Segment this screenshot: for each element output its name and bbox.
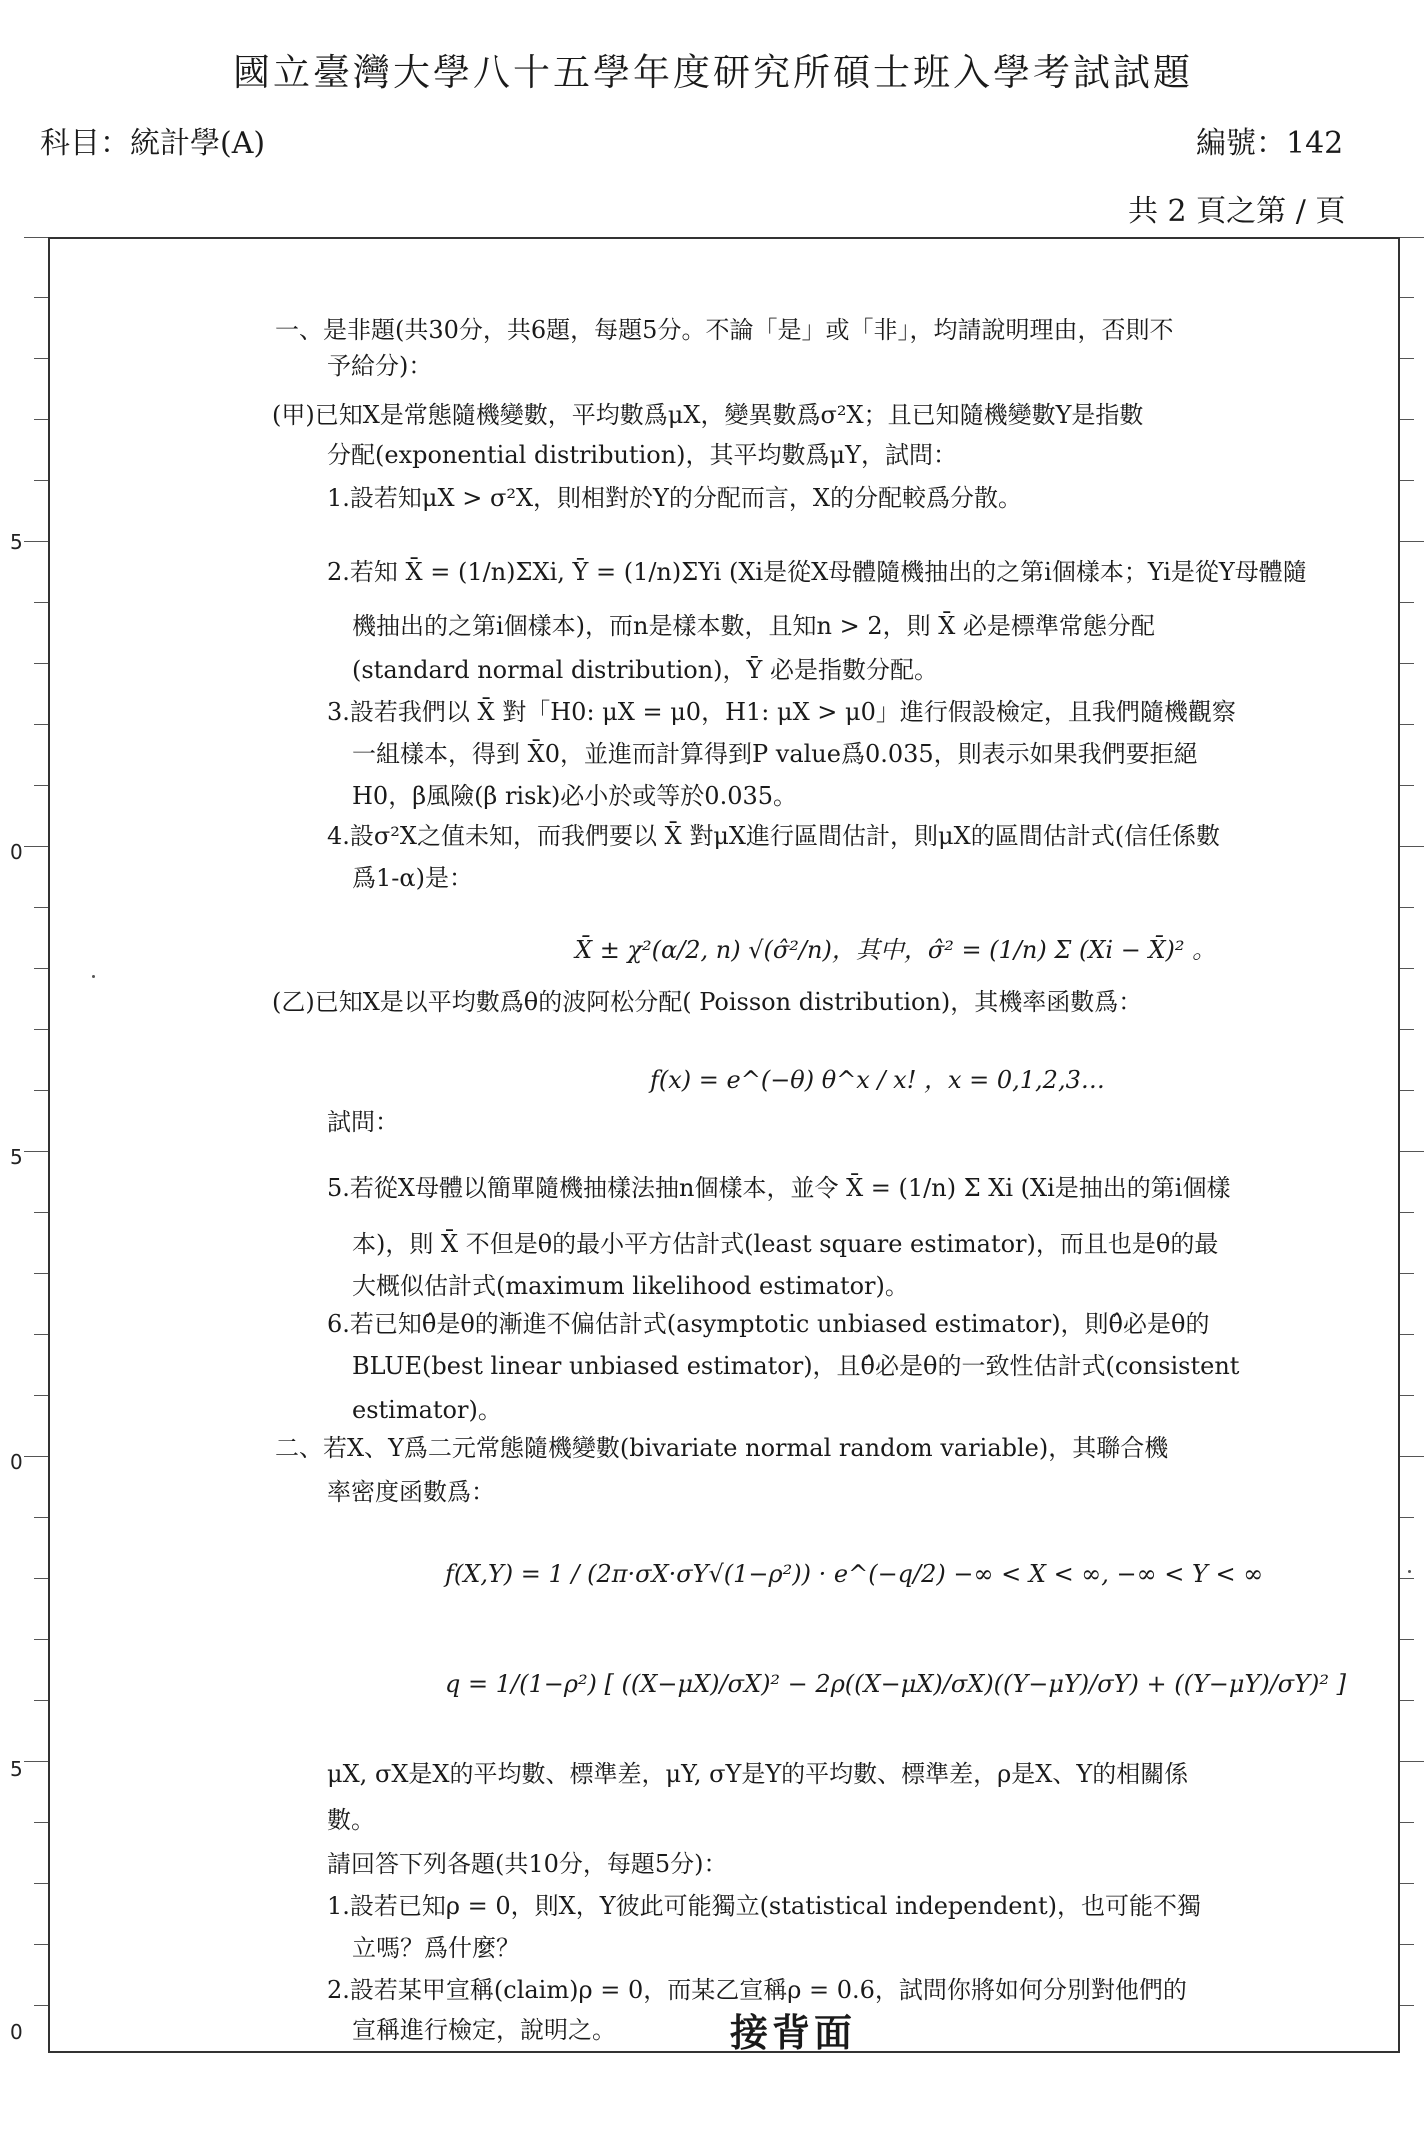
question-5-cont: 大概似估計式(maximum likelihood estimator)。: [352, 1272, 909, 1300]
question-3: 3.設若我們以 X̄ 對「H0: μX = μ0，H1: μX > μ0」進行假設檢定，且我們隨機觀察: [327, 698, 1236, 726]
question-2-cont: 機抽出的之第i個樣本)，而n是樣本數，且知n > 2，則 X̄ 必是標準常態分配: [352, 612, 1155, 640]
exam-title: 國立臺灣大學八十五學年度研究所碩士班入學考試試題: [233, 51, 1193, 94]
q-formula: q = 1/(1−ρ²) [ ((X−μX)/σX)² − 2ρ((X−μX)/σX)((Y−μY)/σY) + ((Y−μY)/σY)² ]: [445, 1670, 1346, 1698]
part-a-intro: (甲)已知X是常態隨機變數，平均數爲μX，變異數爲σ²X；且已知隨機變數Y是指數: [272, 401, 1144, 429]
ruler-number: 0: [10, 840, 23, 864]
ask-label: 試問：: [327, 1108, 399, 1136]
section1-heading-cont: 予給分)：: [327, 352, 433, 380]
section2-description: μX, σX是X的平均數、標準差，μY, σY是Y的平均數、標準差，ρ是X、Y的相關係: [327, 1760, 1189, 1788]
section1-heading: 一、是非題(共30分，共6題，每題5分。不論「是」或「非」，均請說明理由，否則不: [275, 316, 1174, 344]
question-6-cont: BLUE(best linear unbiased estimator)，且θ̂必是θ的一致性估計式(consistent: [352, 1352, 1240, 1380]
scan-speck: [92, 975, 95, 978]
section2-instruction: 請回答下列各題(共10分，每題5分)：: [327, 1850, 728, 1878]
ruler-number: 0: [10, 2020, 23, 2044]
section2-question-2: 2.設若某甲宣稱(claim)ρ = 0，而某乙宣稱ρ = 0.6，試問你將如何分別對他們的: [327, 1976, 1187, 2004]
question-6: 6.若已知θ̂是θ的漸進不偏估計式(asymptotic unbiased estimator)，則θ̂必是θ的: [327, 1310, 1210, 1338]
question-2: 2.若知 X̄ = (1/n)ΣXi, Ȳ = (1/n)ΣYi (Xi是從X母體隨機抽出的之第i個樣本；Yi是從Y母體隨: [327, 558, 1307, 586]
exam-code: 編號：142: [1196, 126, 1344, 161]
scan-speck: [1408, 1570, 1411, 1573]
right-ruler: [1400, 237, 1424, 2049]
question-3-cont: 一組樣本，得到 X̄0，並進而計算得到P value爲0.035，則表示如果我們要拒絕: [352, 740, 1198, 768]
section2-description-cont: 數。: [327, 1806, 375, 1834]
section2-heading-cont: 率密度函數爲：: [327, 1478, 495, 1506]
ruler-number: 5: [10, 1757, 23, 1781]
section2-question-1: 1.設若已知ρ = 0，則X，Y彼此可能獨立(statistical independent)，也可能不獨: [327, 1892, 1201, 1920]
ruler-number: 5: [10, 1145, 23, 1169]
question-3-cont: H0，β風險(β risk)必小於或等於0.035。: [352, 782, 798, 810]
ruler-number: 0: [10, 1450, 23, 1474]
section2-question-2-cont: 宣稱進行檢定，說明之。: [352, 2016, 616, 2044]
section2-question-1-cont: 立嗎？爲什麼？: [352, 1934, 520, 1962]
handwritten-continue-note: 接背面: [730, 2010, 857, 2055]
ruler-number: 5: [10, 530, 23, 554]
joint-density-formula: f(X,Y) = 1 / (2π·σX·σY√(1−ρ²)) · e^(−q/2) −∞ < X < ∞, −∞ < Y < ∞: [445, 1560, 1264, 1588]
question-2-cont: (standard normal distribution)，Ȳ 必是指數分配。: [352, 656, 939, 684]
question-4-formula: X̄ ± χ²(α/2, n) √(σ̂²/n)，其中，σ̂² = (1/n) Σ (Xi − X̄)² 。: [575, 936, 1217, 964]
part-a-intro-cont: 分配(exponential distribution)，其平均數爲μY，試問：: [327, 441, 957, 469]
section2-heading: 二、若X、Y爲二元常態隨機變數(bivariate normal random variable)，其聯合機: [275, 1434, 1169, 1462]
question-4-cont: 爲1-α)是：: [352, 864, 473, 892]
poisson-formula: f(x) = e^(−θ) θ^x / x! ，x = 0,1,2,3…: [650, 1066, 1105, 1094]
question-6-cont: estimator)。: [352, 1396, 502, 1424]
question-1: 1.設若知μX > σ²X，則相對於Y的分配而言，X的分配較爲分散。: [327, 484, 1022, 512]
left-ruler: [24, 237, 48, 2049]
page-info: 共 2 頁之第 / 頁: [1128, 194, 1346, 229]
question-4: 4.設σ²X之值未知，而我們要以 X̄ 對μX進行區間估計，則μX的區間估計式(信任係數: [327, 822, 1221, 850]
part-b-intro: (乙)已知X是以平均數爲θ的波阿松分配( Poisson distribution)，其機率函數爲：: [272, 988, 1143, 1016]
subject-label: 科目：統計學(A): [40, 126, 266, 161]
question-5-cont: 本)，則 X̄ 不但是θ的最小平方估計式(least square estimator)，而且也是θ的最: [352, 1230, 1219, 1258]
question-5: 5.若從X母體以簡單隨機抽樣法抽n個樣本，並令 X̄ = (1/n) Σ Xi (Xi是抽出的第i個樣: [327, 1174, 1231, 1202]
